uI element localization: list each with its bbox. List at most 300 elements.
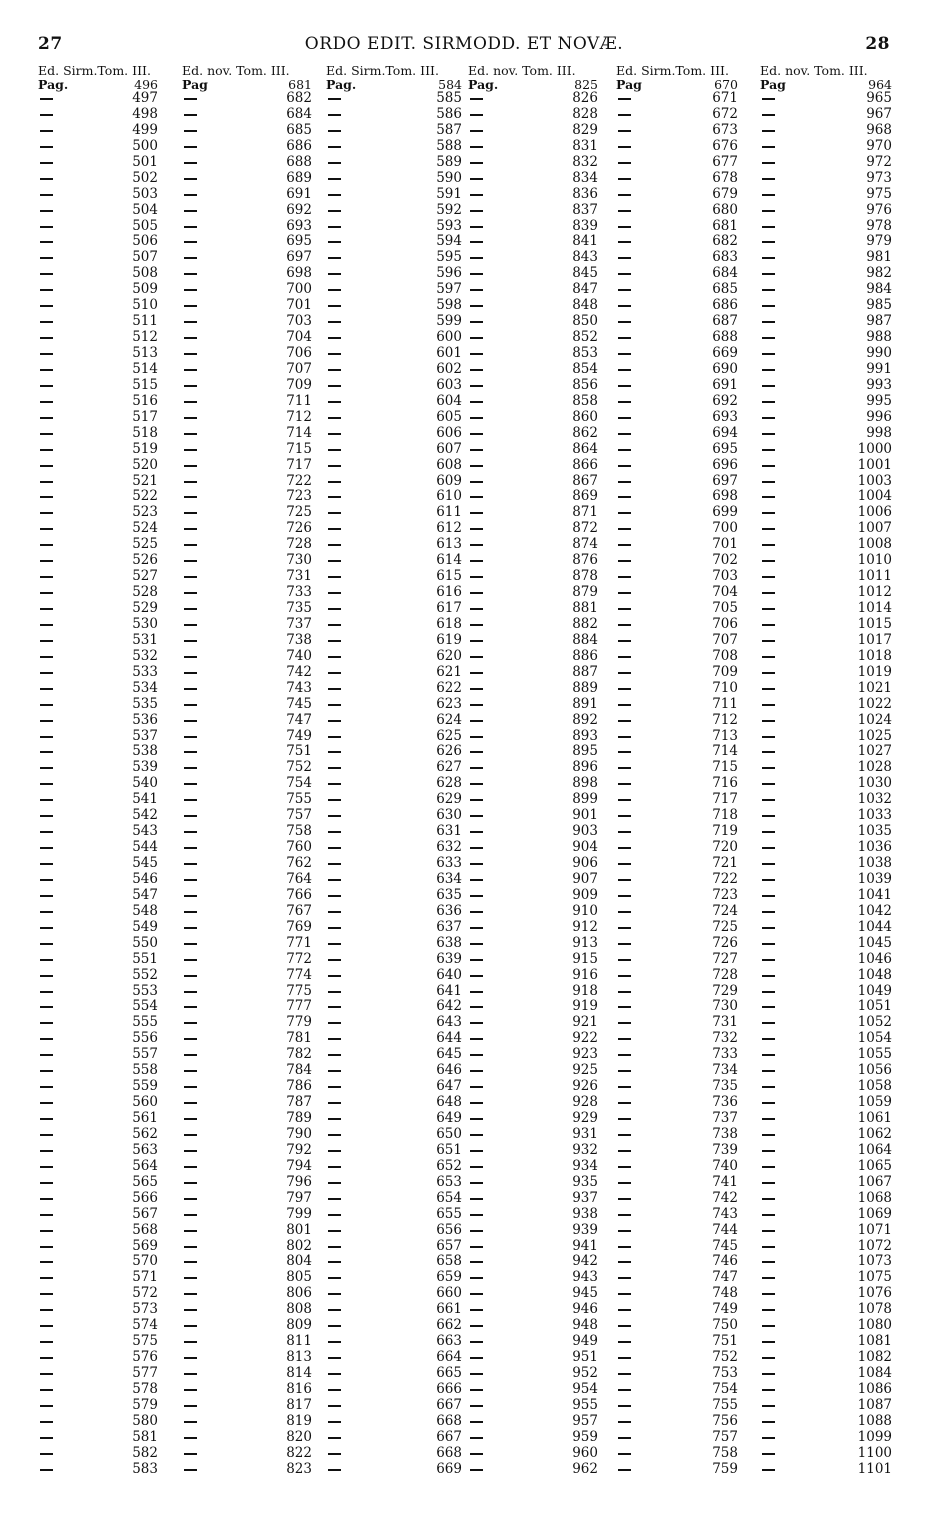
page-value: 713 [712,727,738,744]
page-value: 767 [286,902,312,919]
page-value: 858 [572,392,598,409]
table-row [38,840,158,856]
ditto-dash [40,1261,53,1263]
ditto-dash [184,210,197,212]
ditto-dash [184,815,197,817]
page-value: 543 [132,823,158,840]
page-value: 1032 [857,791,892,808]
page-value: 664 [436,1349,462,1366]
page-value: 925 [572,1062,598,1079]
ditto-dash [184,1230,197,1232]
page-value: 554 [132,998,158,1015]
page-value: 608 [436,456,462,473]
page-value: 1081 [857,1333,892,1350]
page-value: 716 [712,775,738,792]
ditto-dash [762,560,775,562]
page-value: 832 [572,153,598,170]
page-value: 547 [132,886,158,903]
table-row [182,984,312,1000]
ditto-dash [184,130,197,132]
ditto-dash [184,146,197,148]
page-value: 672 [712,105,738,122]
table-row [468,474,598,490]
ditto-dash [328,162,341,164]
page-value: 575 [132,1333,158,1350]
page-value: 828 [572,105,598,122]
table-row [616,378,738,394]
table-row [38,968,158,984]
table-row [182,808,312,824]
page-value: 717 [286,456,312,473]
ditto-dash [184,847,197,849]
page-value: 967 [866,105,892,122]
ditto-dash [184,1453,197,1455]
ditto-dash [328,975,341,977]
page-value: 928 [572,1094,598,1111]
page-value: 590 [436,169,462,186]
page-value: 722 [712,870,738,887]
page-value: 712 [286,408,312,425]
table-row [468,330,598,346]
page-value: 881 [572,600,598,616]
table-row [468,521,598,537]
ditto-dash [762,1405,775,1407]
page-value: 1018 [857,647,892,664]
page-value: 622 [436,679,462,696]
page-value: 899 [572,791,598,808]
ditto-dash [470,481,483,483]
page-value: 721 [712,855,738,871]
page-value: 576 [132,1349,158,1366]
table-row [616,1047,738,1063]
ditto-dash [328,767,341,769]
table-row [182,139,312,155]
ditto-dash [40,767,53,769]
ditto-dash [470,1166,483,1168]
table-row [182,410,312,426]
page-value: 605 [436,408,462,425]
page-value: 626 [436,743,462,760]
page-value: 635 [436,886,462,903]
table-row [616,697,738,713]
table-row [760,171,892,187]
page-value: 753 [712,1365,738,1381]
page-value: 988 [866,329,892,346]
ditto-dash [618,1166,631,1168]
table-row [182,1462,312,1478]
table-row [468,665,598,681]
ditto-dash [618,273,631,275]
ditto-dash [762,1373,775,1375]
table-row [760,410,892,426]
table-row [38,1446,158,1462]
table-row [616,1350,738,1366]
ditto-dash [618,433,631,435]
ditto-dash [40,1277,53,1279]
ditto-dash [184,1166,197,1168]
page-value: 615 [436,568,462,585]
table-row [468,362,598,378]
ditto-dash [618,1182,631,1184]
page-value: 592 [436,201,462,218]
ditto-dash [184,975,197,977]
ditto-dash [470,1054,483,1056]
page-value: 973 [866,169,892,186]
page-value: 919 [572,998,598,1015]
page-value: 878 [572,568,598,585]
page-value: 808 [286,1301,312,1318]
page-value: 843 [572,249,598,266]
table-row [38,1175,158,1191]
ditto-dash [184,1070,197,1072]
ditto-dash [470,1469,483,1471]
page-value: 896 [572,759,598,776]
table-row [760,649,892,665]
table-row [468,1318,598,1334]
ditto-dash [40,704,53,706]
ditto-dash [328,1166,341,1168]
table-row [182,442,312,458]
table-row [182,1031,312,1047]
ditto-dash [184,911,197,913]
page-value: 1076 [857,1285,892,1302]
ditto-dash [618,799,631,801]
table-row [468,1334,598,1350]
ditto-dash [328,512,341,514]
page-value: 619 [436,631,462,648]
page-value: 777 [286,998,312,1015]
ditto-dash [618,1198,631,1200]
page-value: 678 [712,169,738,186]
table-row [182,569,312,585]
ditto-dash [470,1293,483,1295]
ditto-dash [40,337,53,339]
table-row [468,187,598,203]
ditto-dash [40,1038,53,1040]
table-row [760,888,892,904]
table-row [182,633,312,649]
page-value: 703 [286,313,312,330]
table-row [326,123,462,139]
table-row [182,999,312,1015]
ditto-dash [40,879,53,881]
ditto-dash [470,1421,483,1423]
page-value: 633 [436,855,462,871]
page-value: 640 [436,966,462,983]
ditto-dash [184,401,197,403]
page-value: 882 [572,615,598,632]
ditto-dash [470,720,483,722]
page-value: 1058 [857,1078,892,1095]
ditto-dash [618,1022,631,1024]
table-row [468,649,598,665]
page-value: 707 [286,360,312,377]
ditto-dash [328,560,341,562]
page-value: 972 [866,153,892,170]
page-value: 794 [286,1157,312,1174]
page-value: 700 [286,281,312,298]
table-row [326,442,462,458]
ditto-dash [328,895,341,897]
first-page-value: 670 [714,77,738,92]
column-header [326,63,462,92]
ditto-dash [618,1437,631,1439]
ditto-dash [618,1341,631,1343]
ditto-dash [184,449,197,451]
table-row [760,1095,892,1111]
ditto-dash [184,1198,197,1200]
table-row [182,282,312,298]
page-value: 599 [436,313,462,330]
ditto-dash [762,1389,775,1391]
table-row [38,426,158,442]
table-row [326,1334,462,1350]
page-value: 530 [132,615,158,632]
table-row [760,298,892,314]
page-value: 1073 [857,1253,892,1270]
table-row [616,91,738,107]
page-value: 565 [132,1173,158,1190]
ditto-dash [618,162,631,164]
page-value: 860 [572,408,598,425]
ditto-dash [184,1389,197,1391]
ditto-dash [328,879,341,881]
page-value: 524 [132,520,158,537]
page-value: 564 [132,1157,158,1174]
ditto-dash [184,257,197,259]
ditto-dash [470,767,483,769]
table-row [616,824,738,840]
ditto-dash [40,98,53,100]
ditto-dash [470,1357,483,1359]
page-value: 1067 [857,1173,892,1190]
table-row [38,1079,158,1095]
ditto-dash [618,911,631,913]
ditto-dash [40,863,53,865]
page-value: 762 [286,855,312,871]
page-value: 585 [436,90,462,106]
page-value: 1001 [857,456,892,473]
ditto-dash [328,656,341,658]
ditto-dash [618,1469,631,1471]
table-row [468,840,598,856]
ditto-dash [40,321,53,323]
table-row [182,744,312,760]
table-row [760,282,892,298]
page-value: 909 [572,886,598,903]
table-row [760,1111,892,1127]
ditto-dash [762,98,775,100]
table-row [38,1127,158,1143]
page-value: 654 [436,1189,462,1206]
table-row [616,569,738,585]
ditto-dash [40,194,53,196]
page-value: 869 [572,488,598,505]
table-row [468,298,598,314]
table-row [38,394,158,410]
table-row [326,330,462,346]
page-value: 735 [286,600,312,616]
column-label: Ed. nov. Tom. III. [468,63,576,78]
ditto-dash [328,736,341,738]
page-value: 754 [286,775,312,792]
page-value: 901 [572,807,598,824]
table-row [182,521,312,537]
ditto-dash [618,465,631,467]
table-row [760,1047,892,1063]
ditto-dash [762,1198,775,1200]
page-value: 1062 [857,1125,892,1142]
table-row [760,633,892,649]
page-value: 852 [572,329,598,346]
table-row [760,1079,892,1095]
table-row [616,1015,738,1031]
table-row [616,1143,738,1159]
page-value: 714 [712,743,738,760]
table-row [760,1031,892,1047]
page-value: 814 [286,1365,312,1381]
table-row [182,681,312,697]
ditto-dash [40,1006,53,1008]
table-row [182,107,312,123]
ditto-dash [184,1102,197,1104]
page-value: 662 [436,1317,462,1334]
ditto-dash [470,1453,483,1455]
ditto-dash [470,911,483,913]
table-row [38,458,158,474]
table-row [760,569,892,585]
ditto-dash [40,481,53,483]
page-value: 698 [286,265,312,282]
table-row [326,601,462,617]
page-value: 570 [132,1253,158,1270]
table-row [326,569,462,585]
table-row [182,1095,312,1111]
page-value: 686 [712,297,738,314]
table-row [616,968,738,984]
table-row [616,187,738,203]
page-value: 1056 [857,1062,892,1079]
ditto-dash [618,847,631,849]
page-value: 661 [436,1301,462,1318]
table-row [182,1015,312,1031]
page-value: 555 [132,1014,158,1031]
table-row [326,458,462,474]
ditto-dash [328,528,341,530]
ditto-dash [328,305,341,307]
ditto-dash [618,146,631,148]
table-row [326,1446,462,1462]
page-value: 942 [572,1253,598,1270]
page-value: 598 [436,297,462,314]
table-row [468,697,598,713]
table-row [468,760,598,776]
ditto-dash [618,130,631,132]
table-row [182,601,312,617]
table-row [182,665,312,681]
ditto-dash [184,720,197,722]
ditto-dash [328,783,341,785]
table-row [326,792,462,808]
ditto-dash [618,927,631,929]
ditto-dash [762,1166,775,1168]
table-row [616,330,738,346]
table-row [326,282,462,298]
ditto-dash [762,481,775,483]
page-value: 503 [132,185,158,202]
page-value: 718 [712,807,738,824]
pag-label: Pag [182,77,208,92]
page-value: 578 [132,1380,158,1397]
table-row [468,824,598,840]
page-value: 573 [132,1301,158,1318]
table-row [468,872,598,888]
ditto-dash [470,178,483,180]
page-value: 618 [436,615,462,632]
page-value: 834 [572,169,598,186]
page-value: 681 [712,217,738,234]
table-row [38,872,158,888]
page-value: 995 [866,392,892,409]
table-row [760,968,892,984]
table-row [760,394,892,410]
ditto-dash [470,1246,483,1248]
table-row [616,729,738,745]
page-value: 643 [436,1014,462,1031]
page-value: 532 [132,647,158,664]
ditto-dash [618,1389,631,1391]
ditto-dash [40,544,53,546]
page-value: 876 [572,552,598,569]
page-value: 504 [132,201,158,218]
page-value: 1000 [857,440,892,457]
table-row [326,808,462,824]
ditto-dash [328,146,341,148]
page-value: 1027 [857,743,892,760]
ditto-dash [470,1325,483,1327]
ditto-dash [618,576,631,578]
ditto-dash [470,959,483,961]
page-value: 559 [132,1078,158,1095]
table-row [468,219,598,235]
table-row [182,1366,312,1382]
ditto-dash [762,114,775,116]
page-value: 755 [712,1396,738,1413]
table-row [760,1286,892,1302]
page-value: 1045 [857,934,892,951]
ditto-dash [470,1389,483,1391]
page-value: 647 [436,1078,462,1095]
table-row [616,458,738,474]
table-row [182,1270,312,1286]
page-value: 1101 [857,1460,892,1477]
ditto-dash [328,1006,341,1008]
table-row [182,346,312,362]
ditto-dash [762,1246,775,1248]
ditto-dash [618,1086,631,1088]
page-value: 728 [286,536,312,553]
page-value: 1019 [857,663,892,680]
table-row [38,585,158,601]
page-value: 978 [866,217,892,234]
table-row [38,952,158,968]
table-row [616,872,738,888]
ditto-dash [618,321,631,323]
page-value: 1010 [857,552,892,569]
ditto-dash [618,1118,631,1120]
page-value: 544 [132,839,158,856]
ditto-dash [618,1006,631,1008]
